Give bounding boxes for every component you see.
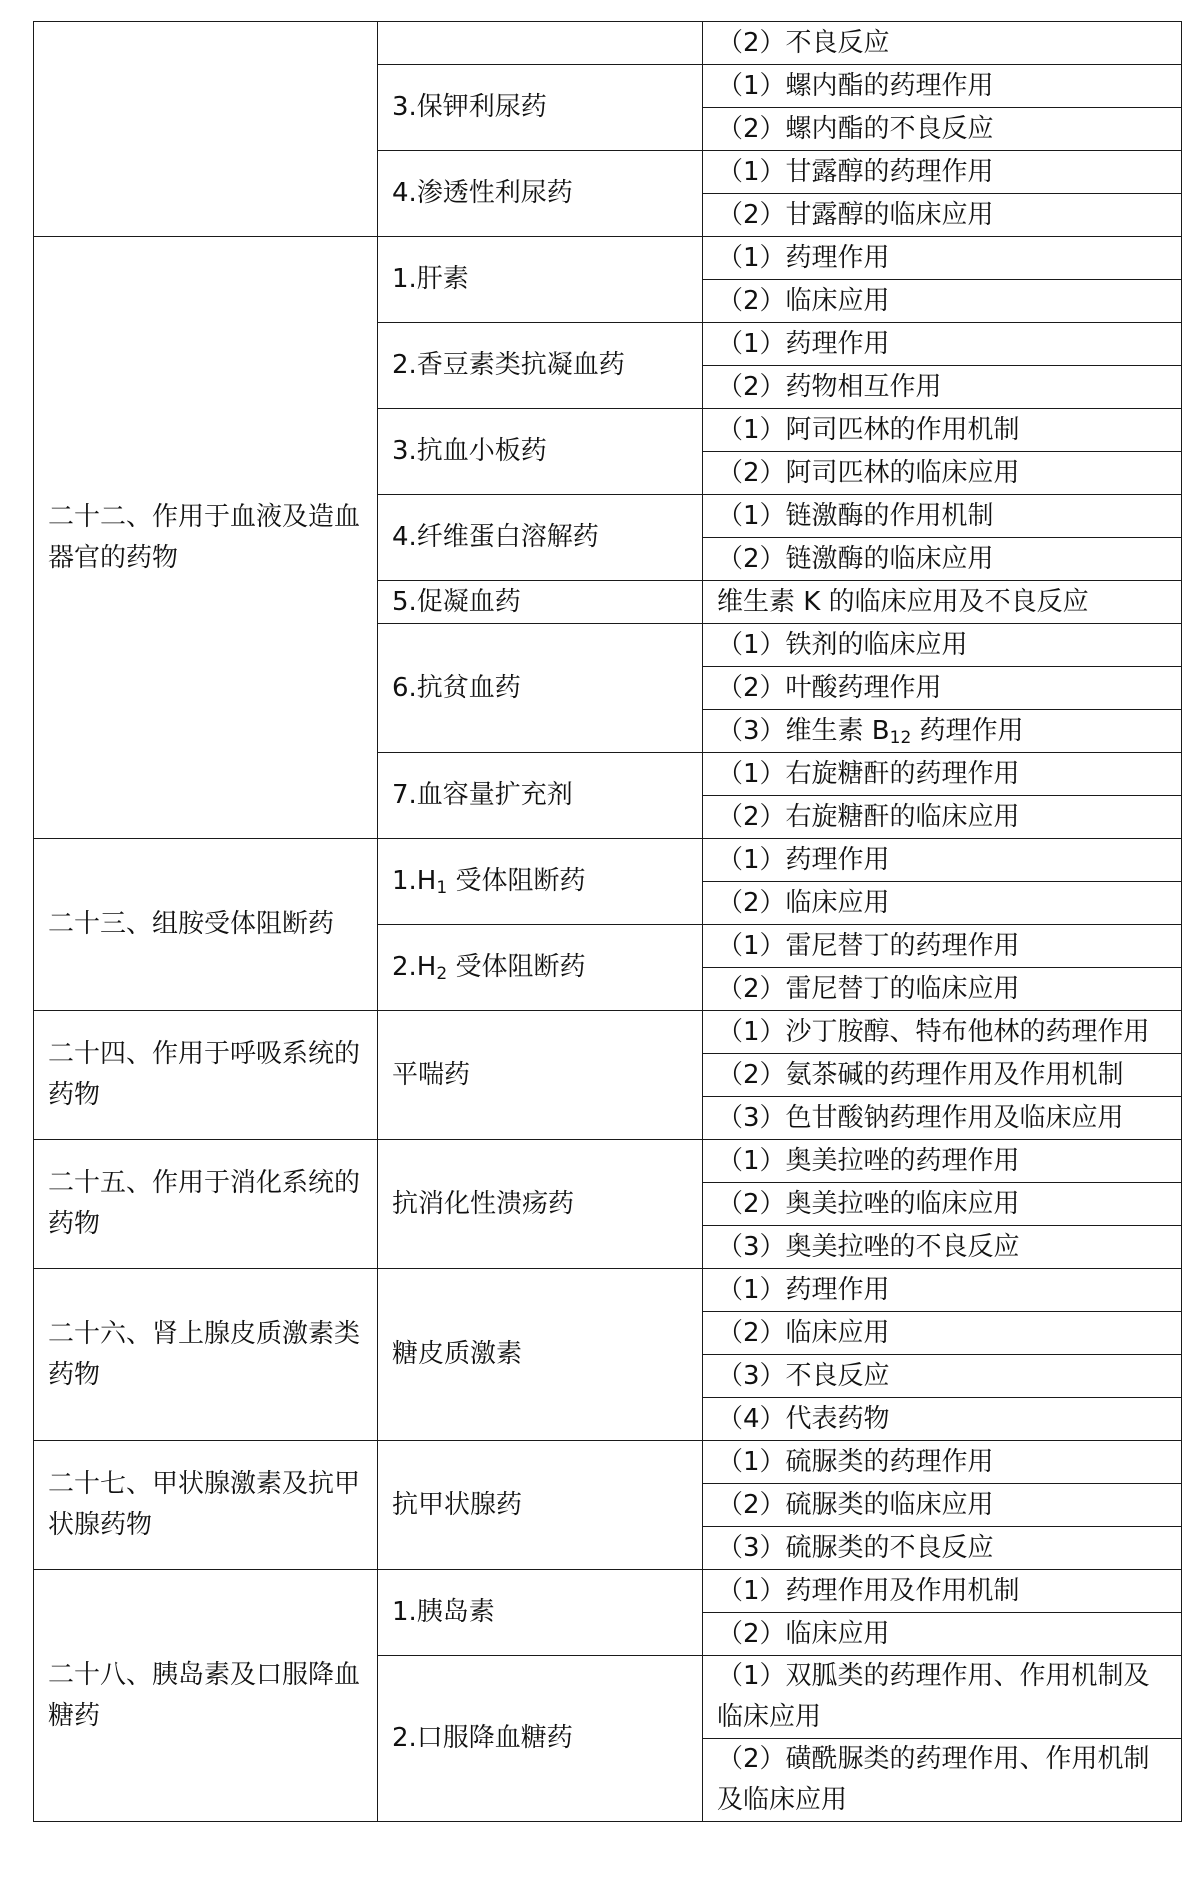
section-cell: 二十二、作用于血液及造血器官的药物 [34, 237, 378, 839]
point-cell: （1）药理作用及作用机制 [703, 1570, 1182, 1613]
table-row [34, 1140, 1182, 1183]
subtopic-cell: 2.香豆素类抗凝血药 [378, 323, 703, 409]
section-cell: 二十七、甲状腺激素及抗甲状腺药物 [34, 1441, 378, 1570]
point-cell: （1）雷尼替丁的药理作用 [703, 925, 1182, 968]
point-cell: （2）氨茶碱的药理作用及作用机制 [703, 1054, 1182, 1097]
table-row [34, 839, 1182, 882]
point-text: 药理作用 [911, 715, 1024, 746]
table-row [34, 237, 1182, 280]
point-cell: （2）奥美拉唑的临床应用 [703, 1183, 1182, 1226]
subscript: 12 [889, 727, 912, 748]
syllabus-table [33, 21, 1182, 1822]
point-cell: （1）铁剂的临床应用 [703, 624, 1182, 667]
point-cell: （2）链激酶的临床应用 [703, 538, 1182, 581]
point-cell: （2）硫脲类的临床应用 [703, 1484, 1182, 1527]
subtopic-cell: 抗甲状腺药 [378, 1441, 703, 1570]
point-cell: （2）阿司匹林的临床应用 [703, 452, 1182, 495]
point-cell: （1）药理作用 [703, 237, 1182, 280]
point-cell: （2）甘露醇的临床应用 [703, 194, 1182, 237]
table-row [34, 1570, 1182, 1613]
point-cell: （3）不良反应 [703, 1355, 1182, 1398]
point-cell: （2）临床应用 [703, 1312, 1182, 1355]
section-cell: 二十四、作用于呼吸系统的药物 [34, 1011, 378, 1140]
subscript: 2 [436, 964, 448, 984]
point-cell: （1）药理作用 [703, 839, 1182, 882]
point-cell: （1）沙丁胺醇、特布他林的药理作用 [703, 1011, 1182, 1054]
point-cell: （1）阿司匹林的作用机制 [703, 409, 1182, 452]
point-cell: （1）双胍类的药理作用、作用机制及临床应用 [703, 1656, 1182, 1739]
point-cell: （1）药理作用 [703, 1269, 1182, 1312]
table-row [34, 1441, 1182, 1484]
point-cell: （1）链激酶的作用机制 [703, 495, 1182, 538]
subtopic-cell: 4.纤维蛋白溶解药 [378, 495, 703, 581]
point-cell: （1）药理作用 [703, 323, 1182, 366]
subtopic-cell-empty [378, 22, 703, 65]
point-text: （3）维生素 B [717, 715, 890, 746]
section-cell-continued [34, 22, 378, 237]
table-row [34, 1269, 1182, 1312]
subtopic-text: 受体阻断药 [447, 866, 586, 896]
subtopic-cell: 3.保钾利尿药 [378, 65, 703, 151]
point-cell: （2）不良反应 [703, 22, 1182, 65]
subtopic-text: 1.H [392, 866, 437, 896]
subtopic-cell: 1.胰岛素 [378, 1570, 703, 1656]
point-cell: （3）色甘酸钠药理作用及临床应用 [703, 1097, 1182, 1140]
subtopic-cell [378, 925, 703, 1011]
table-row [34, 1011, 1182, 1054]
subtopic-cell: 2.口服降血糖药 [378, 1656, 703, 1822]
point-cell: （2）临床应用 [703, 1613, 1182, 1656]
subtopic-cell: 糖皮质激素 [378, 1269, 703, 1441]
section-cell: 二十三、组胺受体阻断药 [34, 839, 378, 1011]
subtopic-cell: 6.抗贫血药 [378, 624, 703, 753]
point-cell: （2）叶酸药理作用 [703, 667, 1182, 710]
document-page [33, 21, 1181, 1822]
subtopic-cell: 4.渗透性利尿药 [378, 151, 703, 237]
section-cell: 二十五、作用于消化系统的药物 [34, 1140, 378, 1269]
subtopic-cell: 7.血容量扩充剂 [378, 753, 703, 839]
section-cell: 二十六、肾上腺皮质激素类药物 [34, 1269, 378, 1441]
subtopic-cell: 3.抗血小板药 [378, 409, 703, 495]
point-cell: （1）奥美拉唑的药理作用 [703, 1140, 1182, 1183]
point-cell: （2）雷尼替丁的临床应用 [703, 968, 1182, 1011]
point-cell: （3）奥美拉唑的不良反应 [703, 1226, 1182, 1269]
subscript: 1 [436, 878, 448, 898]
point-cell: （1）螺内酯的药理作用 [703, 65, 1182, 108]
point-cell: （2）临床应用 [703, 280, 1182, 323]
point-cell: （3）硫脲类的不良反应 [703, 1527, 1182, 1570]
point-cell: 维生素 K 的临床应用及不良反应 [703, 581, 1182, 624]
subtopic-text: 2.H [392, 952, 437, 982]
point-cell: （4）代表药物 [703, 1398, 1182, 1441]
point-cell: （2）药物相互作用 [703, 366, 1182, 409]
subtopic-cell: 1.肝素 [378, 237, 703, 323]
point-cell: （2）螺内酯的不良反应 [703, 108, 1182, 151]
point-cell: （1）右旋糖酐的药理作用 [703, 753, 1182, 796]
section-cell: 二十八、胰岛素及口服降血糖药 [34, 1570, 378, 1822]
point-cell: （2）临床应用 [703, 882, 1182, 925]
subtopic-cell: 平喘药 [378, 1011, 703, 1140]
point-cell: （1）硫脲类的药理作用 [703, 1441, 1182, 1484]
table-row [34, 22, 1182, 65]
point-cell: （2）右旋糖酐的临床应用 [703, 796, 1182, 839]
subtopic-cell [378, 839, 703, 925]
subtopic-text: 受体阻断药 [447, 952, 586, 982]
point-cell: （1）甘露醇的药理作用 [703, 151, 1182, 194]
subtopic-cell: 抗消化性溃疡药 [378, 1140, 703, 1269]
point-cell [703, 710, 1182, 753]
subtopic-cell: 5.促凝血药 [378, 581, 703, 624]
point-cell: （2）磺酰脲类的药理作用、作用机制及临床应用 [703, 1739, 1182, 1822]
